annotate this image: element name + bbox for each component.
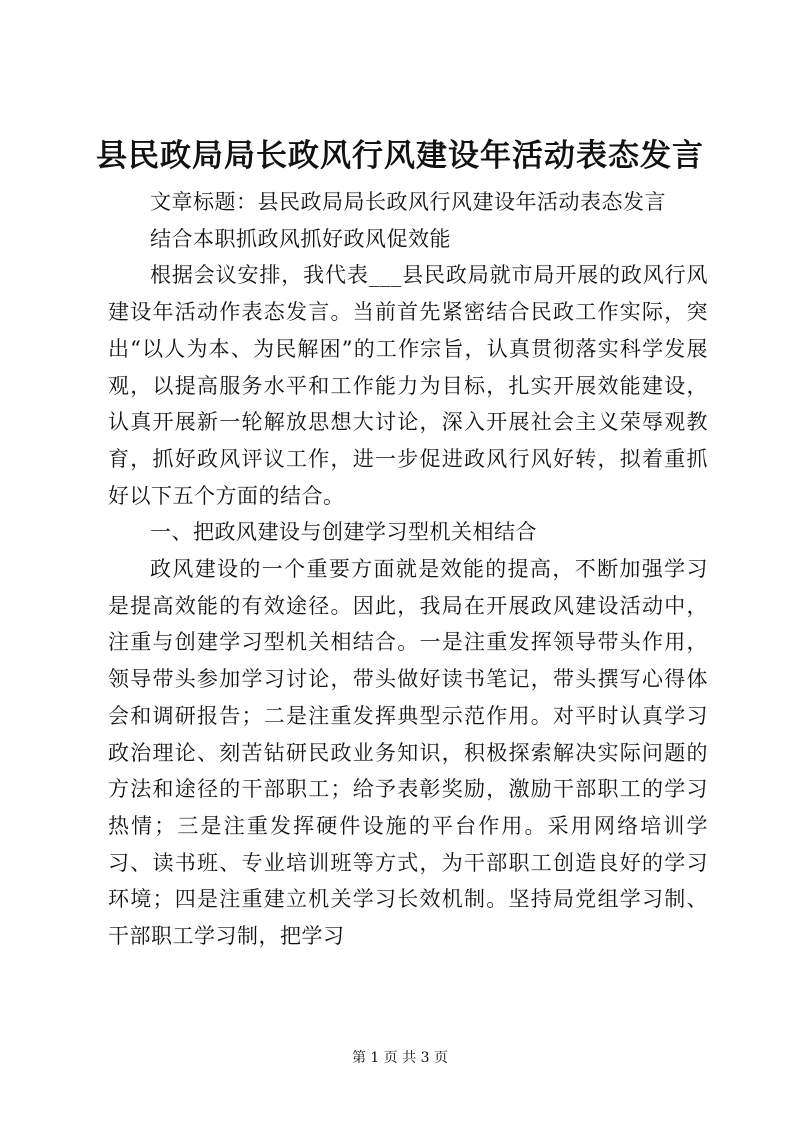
article-title-line: 文章标题：县民政局局长政风行风建设年活动表态发言	[150, 190, 666, 214]
section-heading: 一、把政风建设与创建学习型机关相结合	[150, 520, 537, 545]
paragraph-intro: 根据会议安排，我代表___县民政局就市局开展的政风行风建设年活动作表态发言。当前首先紧密结合民政工作实际，突出“以人为本、为民解困”的工作宗旨，认真贯彻落实科学发展观，以提高服务水平和工作能力为目标，扎实开展效能建设，认真开展新一轮解放思想大讨论，深入开展社会主义荣辱观教育，抓好政风评议工作，进一步促进政风行风好转，拟着重抓好以下五个方面的结合。	[108, 263, 708, 508]
subtitle-line: 结合本职抓政风抓好政风促效能	[150, 226, 451, 251]
page-footer: 第 1 页 共 3 页	[351, 1050, 449, 1066]
paragraph-section-one: 政风建设的一个重要方面就是效能的提高，不断加强学习是提高效能的有效途径。因此，我局在开展政风建设活动中，注重与创建学习型机关相结合。一是注重发挥领导带头作用，领导带头参加学习讨论，带头做好读书笔记，带头撰写心得体会和调研报告；二是注重发挥典型示范作用。对平时认真学习政治理论、刻苦钻研民政业务知识，积极探索解决实际问题的方法和途径的干部职工；给予表彰奖励，激励干部职工的学习热情；三是注重发挥硬件设施的平台作用。采用网络培训学习、读书班、专业培训班等方式，为干部职工创造良好的学习环境；四是注重建立机关学习长效机制。坚持局党组学习制、干部职工学习制，把学习	[108, 557, 708, 949]
document-body	[108, 184, 708, 955]
document-title: 县民政局局长政风行风建设年活动表态发言	[96, 138, 704, 174]
